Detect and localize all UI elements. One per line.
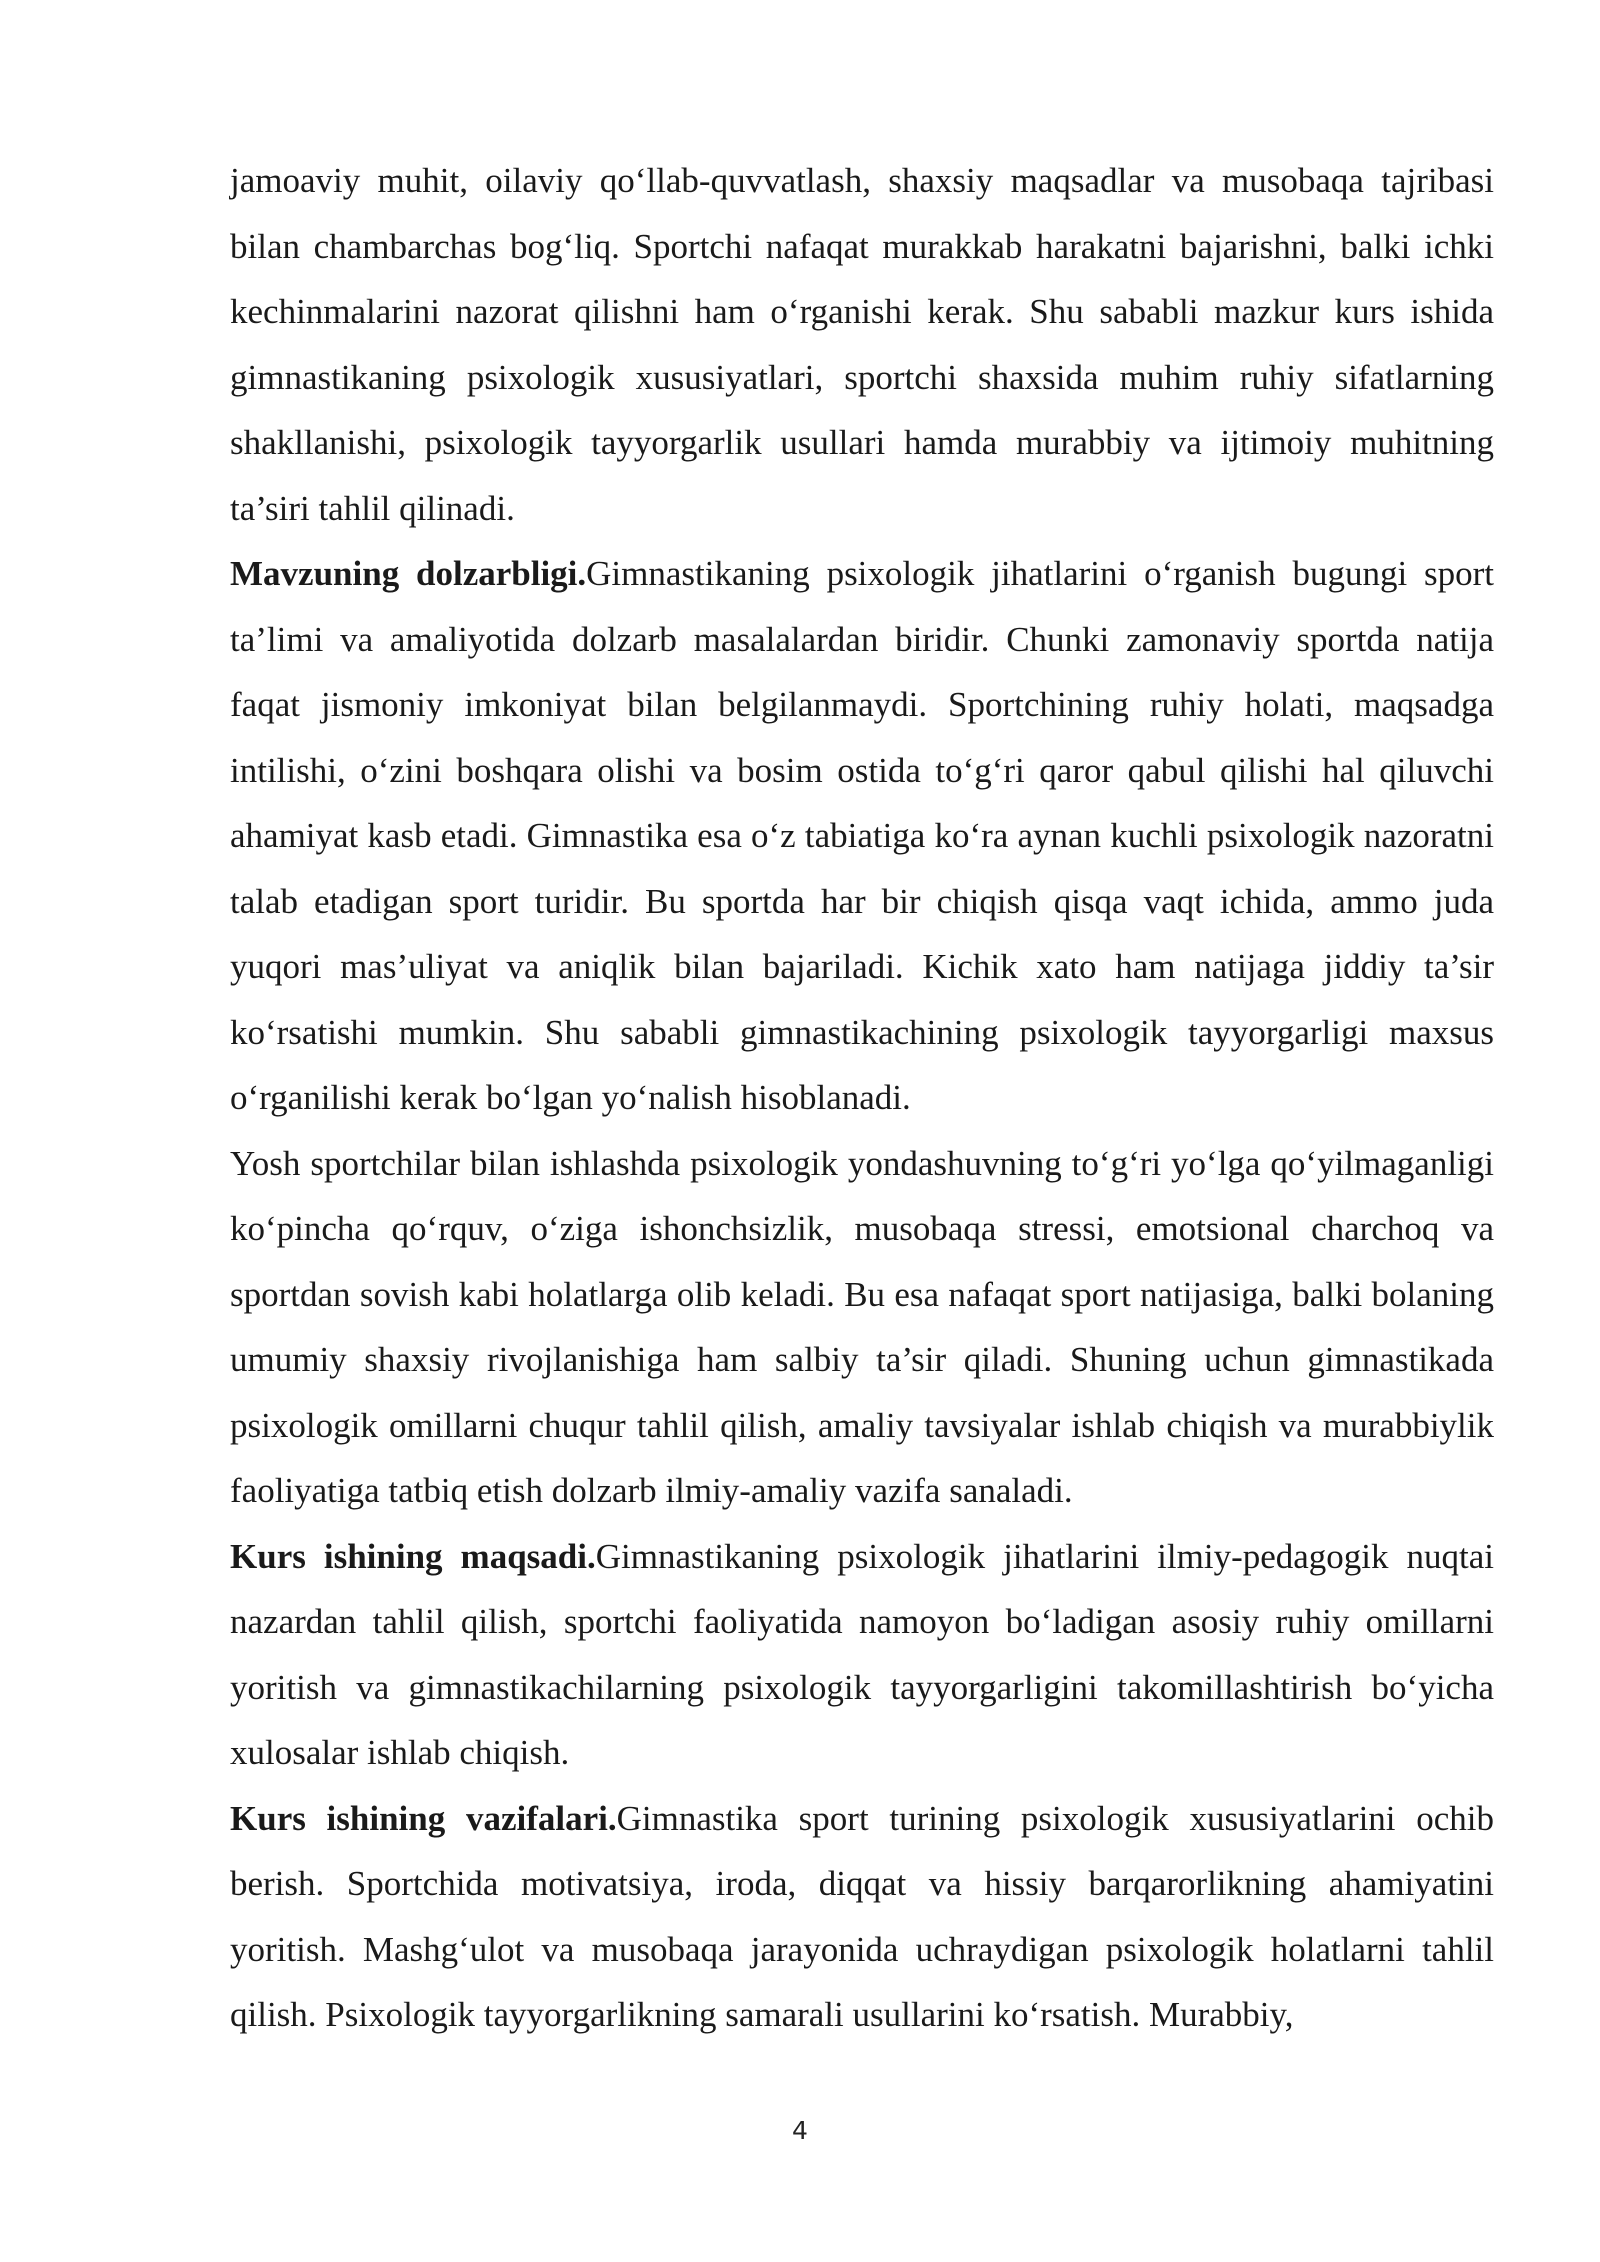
youth-text: Yosh sportchilar bilan ishlashda psixologik yondashuvning to‘g‘ri yo‘lga qo‘yilmaganligi ko‘pincha qo‘rquv, o‘ziga ishonchsizlik, musobaqa stressi, emotsional charchoq va sportdan sovish kabi holatlarga olib keladi. Bu esa nafaqat sport natijasiga, balki bolaning umumiy shaxsiy rivojlanishiga ham salbiy ta’sir qiladi. Shuning uchun gimnastikada psixologik omillarni chuqur tahlil qilish, amaliy tavsiyalar ishlab chiqish va murabbiylik faoliyatiga tatbiq etish dolzarb ilmiy-amaliy vazifa sanaladi. [230, 1143, 1494, 1510]
goal-text: Gimnastikaning psixologik jihatlarini ilmiy-pedagogik nuqtai nazardan tahlil qilish, sportchi faoliyatida namoyon bo‘ladigan asosiy ruhiy omillarni yoritish va gimnastikachilarning psixologik tayyorgarligini takomillashtirish bo‘yicha xulosalar ishlab chiqish. [230, 1536, 1494, 1772]
intro-paragraph [230, 148, 1494, 541]
document-page [230, 148, 1494, 2048]
tasks-heading: Kurs ishining vazifalari. [230, 1798, 617, 1838]
tasks-paragraph [230, 1786, 1494, 2048]
intro-text: jamoaviy muhit, oilaviy qo‘llab-quvvatlash, shaxsiy maqsadlar va musobaqa tajribasi bilan chambarchas bog‘liq. Sportchi nafaqat murakkab harakatni bajarishni, balki ichki kechinmalarini nazorat qilishni ham o‘rganishi kerak. Shu sababli mazkur kurs ishida gimnastikaning psixologik xususiyatlari, sportchi shaxsida muhim ruhiy sifatlarning shakllanishi, psixologik tayyorgarlik usullari hamda murabbiy va ijtimoiy muhitning ta’siri tahlil qilinadi. [230, 161, 1494, 528]
page-number: 4 [792, 2116, 808, 2145]
youth-paragraph [230, 1131, 1494, 1524]
relevance-text: Gimnastikaning psixologik jihatlarini o‘rganish bugungi sport ta’limi va amaliyotida dolzarb masalalardan biridir. Chunki zamonaviy sportda natija faqat jismoniy imkoniyat bilan belgilanmaydi. Sportchining ruhiy holati, maqsadga intilishi, o‘zini boshqara olishi va bosim ostida to‘g‘ri qaror qabul qilishi hal qiluvchi ahamiyat kasb etadi. Gimnastika esa o‘z tabiatiga ko‘ra aynan kuchli psixologik nazoratni talab etadigan sport turidir. Bu sportda har bir chiqish qisqa vaqt ichida, ammo juda yuqori mas’uliyat va aniqlik bilan bajariladi. Kichik xato ham natijaga jiddiy ta’sir ko‘rsatishi mumkin. Shu sababli gimnastikachining psixologik tayyorgarligi maxsus o‘rganilishi kerak bo‘lgan yo‘nalish hisoblanadi. [230, 554, 1494, 1117]
relevance-paragraph [230, 541, 1494, 1131]
relevance-heading: Mavzuning dolzarbligi. [230, 554, 587, 593]
goal-paragraph [230, 1524, 1494, 1786]
goal-heading: Kurs ishining maqsadi. [230, 1536, 596, 1576]
tasks-text: Gimnastika sport turining psixologik xususiyatlarini ochib berish. Sportchida motivatsiya, iroda, diqqat va hissiy barqarorlikning ahamiyatini yoritish. Mashg‘ulot va musobaqa jarayonida uchraydigan psixologik holatlarni tahlil qilish. Psixologik tayyorgarlikning samarali usullarini ko‘rsatish. Murabbiy, [230, 1798, 1494, 2034]
